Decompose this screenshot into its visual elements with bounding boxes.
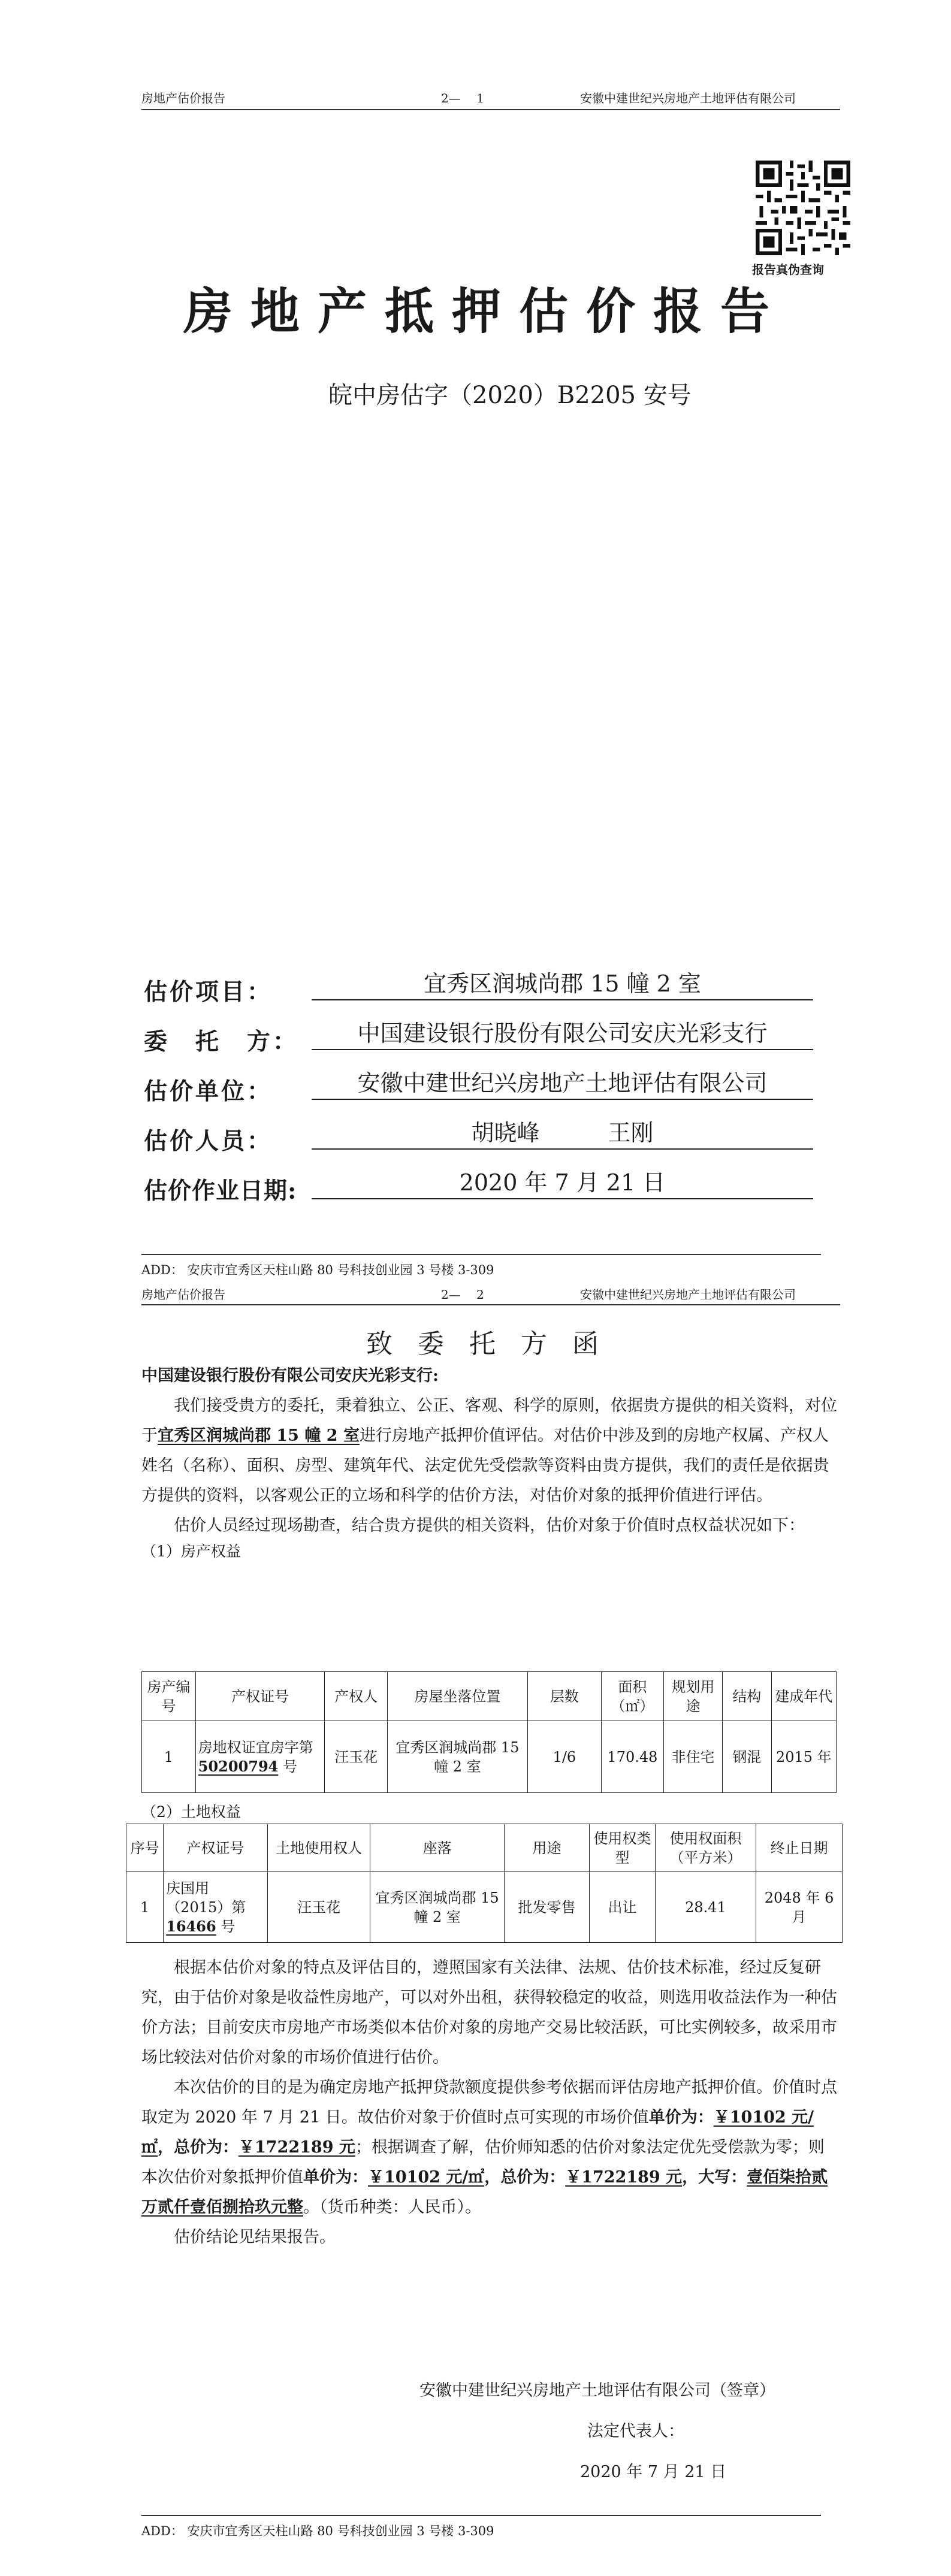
t1-cell-area: 170.48 — [601, 1721, 663, 1793]
page2-footer-rule — [141, 2515, 821, 2516]
market-total-price: ￥1722189 元 — [238, 2138, 355, 2157]
field-label-appraisers: 估价人员： — [144, 1127, 273, 1155]
t2-header: 用途 — [504, 1824, 589, 1872]
t1-header: 建成年代 — [771, 1672, 836, 1721]
field-value-appraiser-org: 安徽中建世纪兴房地产土地评估有限公司 — [312, 1068, 813, 1100]
letter-para-4: 本次估价的目的是为确定房地产抵押贷款额度提供参考依据而评估房地产抵押价值。价值时点取定为 2020 年 7 月 21 日。故估价对象于价值时点可实现的市场价值单价为：￥10102 元/㎡，总价为：￥1722189 元；根据调查了解，估价师知悉的估价对象法定优先受偿款为零；则本次估价对象抵押价值单价为：￥10102 元/㎡，总价为：￥1722189 元，大写：壹佰柒拾贰万贰仟壹佰捌拾玖元整。（货币种类：人民币）。 — [141, 2078, 837, 2217]
page2-address: ADD： 安庆市宜秀区天柱山路 80 号科技创业园 3 号楼 3-309 — [141, 2524, 494, 2538]
market-unit-price: ￥10102 元/㎡ — [141, 2108, 814, 2157]
t2-header: 使用权类型 — [590, 1824, 656, 1872]
letter-para-1: 我们接受贵方的委托，秉着独立、公正、客观、科学的原则，依据贵方提供的相关资料，对位于宜秀区润城尚郡 15 幢 2 室进行房地产抵押价值评估。对估价中涉及到的房地产权属、产权人姓名（名称）、面积、房型、建筑年代、法定优先受偿款等资料由贵方提供，我们的责任是依据贵方提供的资料，以客观公正的立场和科学的估价方法，对估价对象的抵押价值进行评估。 — [141, 1396, 837, 1505]
t2-cell-no: 1 — [126, 1872, 164, 1943]
page2-header-center: 2— 2 — [441, 1287, 484, 1302]
table2-title: （2）土地权益 — [141, 1803, 241, 1821]
report-title: 房地产抵押估价报告 — [183, 283, 787, 340]
t1-header: 房产编号 — [142, 1672, 196, 1721]
page1-header-left: 房地产估价报告 — [141, 91, 225, 105]
t1-cell-owner: 汪玉花 — [325, 1721, 387, 1793]
page2-header-right: 安徽中建世纪兴房地产土地评估有限公司 — [580, 1287, 796, 1302]
housing-rights-table — [141, 1671, 837, 1793]
t2-cell-end-date: 2048 年 6 月 — [756, 1872, 843, 1943]
t2-cell-use: 批发零售 — [504, 1872, 589, 1943]
signature-company: 安徽中建世纪兴房地产土地评估有限公司（签章） — [419, 2381, 775, 2400]
t2-header: 产权证号 — [164, 1824, 268, 1872]
mortgage-total-capitals: 壹佰柒拾贰万贰仟壹佰捌拾玖元整 — [141, 2168, 828, 2217]
page1-header-center: 2— 1 — [441, 91, 484, 105]
page1-address: ADD： 安庆市宜秀区天柱山路 80 号科技创业园 3 号楼 3-309 — [141, 1263, 494, 1277]
report-doc-number: 皖中房估字（2020）B2205 安号 — [328, 382, 692, 409]
letter-addressee: 中国建设银行股份有限公司安庆光彩支行: — [141, 1366, 439, 1385]
mortgage-unit-price: ￥10102 元/㎡ — [368, 2168, 485, 2187]
table-row — [142, 1721, 837, 1793]
t1-header: 层数 — [527, 1672, 601, 1721]
t1-cell-location: 宜秀区润城尚郡 15 幢 2 室 — [387, 1721, 527, 1793]
field-label-appraiser-org: 估价单位： — [144, 1078, 273, 1105]
t2-header: 终止日期 — [756, 1824, 843, 1872]
t1-header: 产权人 — [325, 1672, 387, 1721]
land-rights-table — [126, 1824, 843, 1943]
t1-cell-no: 1 — [142, 1721, 196, 1793]
field-label-project: 估价项目： — [144, 978, 273, 1006]
t2-header: 使用权面积（平方米） — [655, 1824, 756, 1872]
page2-header-left: 房地产估价报告 — [141, 1287, 225, 1302]
page1-header-rule — [141, 109, 840, 110]
mortgage-total-price: ￥1722189 元 — [565, 2168, 683, 2187]
t2-header: 序号 — [126, 1824, 164, 1872]
t1-cell-floors: 1/6 — [527, 1721, 601, 1793]
letter-para-5: 估价结论见结果报告。 — [174, 2228, 336, 2247]
t1-header: 结构 — [723, 1672, 772, 1721]
t1-cell-use: 非住宅 — [664, 1721, 723, 1793]
field-value-work-date: 2020 年 7 月 21 日 — [312, 1167, 813, 1199]
letter-para-3: 根据本估价对象的特点及评估目的，遵照国家有关法律、法规、估价技术标准，经过反复研究，由于估价对象是收益性房地产，可以对外出租，获得较稳定的收益，则选用收益法作为一种估价方法；目前安庆市房地产市场类似本估价对象的房地产交易比较活跃，可比实例较多，故采用市场比较法对估价对象的市场价值进行估价。 — [141, 1958, 837, 2067]
t1-cell-year: 2015 年 — [771, 1721, 836, 1793]
field-value-appraisers: 胡晓峰 王刚 — [312, 1117, 813, 1150]
table-row — [126, 1872, 843, 1943]
signature-date: 2020 年 7 月 21 日 — [580, 2463, 727, 2481]
page1-header-right: 安徽中建世纪兴房地产土地评估有限公司 — [580, 91, 796, 105]
t2-cell-type: 出让 — [590, 1872, 656, 1943]
letter-para-2: 估价人员经过现场勘查，结合贵方提供的相关资料，估价对象于价值时点权益状况如下： — [174, 1516, 805, 1535]
field-label-client: 委 托 方： — [144, 1028, 299, 1056]
qr-caption: 报告真伪查询 — [752, 262, 824, 277]
property-address-highlight: 宜秀区润城尚郡 15 幢 2 室 — [158, 1426, 360, 1445]
t1-header: 规划用途 — [664, 1672, 723, 1721]
t2-header: 座落 — [370, 1824, 504, 1872]
page2-header-rule — [141, 1304, 840, 1305]
field-label-work-date: 估价作业日期: — [144, 1177, 297, 1205]
t1-header: 面积（㎡） — [601, 1672, 663, 1721]
page1-footer-rule — [141, 1254, 821, 1255]
qr-code-icon[interactable] — [756, 161, 850, 255]
t2-cell-cert: 庆国用（2015）第 16466 号 — [164, 1872, 268, 1943]
signature-legal-rep: 法定代表人： — [587, 2422, 684, 2441]
t1-cell-structure: 钢混 — [723, 1721, 772, 1793]
table1-title: （1）房产权益 — [141, 1543, 241, 1560]
t2-cell-location: 宜秀区润城尚郡 15 幢 2 室 — [370, 1872, 504, 1943]
letter-title: 致委托方函 — [366, 1329, 624, 1359]
t2-cell-area: 28.41 — [655, 1872, 756, 1943]
t2-header: 土地使用权人 — [267, 1824, 370, 1872]
t1-cell-cert: 房地权证宜房字第 50200794 号 — [195, 1721, 325, 1793]
field-value-project: 宜秀区润城尚郡 15 幢 2 室 — [312, 968, 813, 1000]
t1-header: 房屋坐落位置 — [387, 1672, 527, 1721]
t1-header: 产权证号 — [195, 1672, 325, 1721]
field-value-client: 中国建设银行股份有限公司安庆光彩支行 — [312, 1018, 813, 1050]
t2-cell-owner: 汪玉花 — [267, 1872, 370, 1943]
